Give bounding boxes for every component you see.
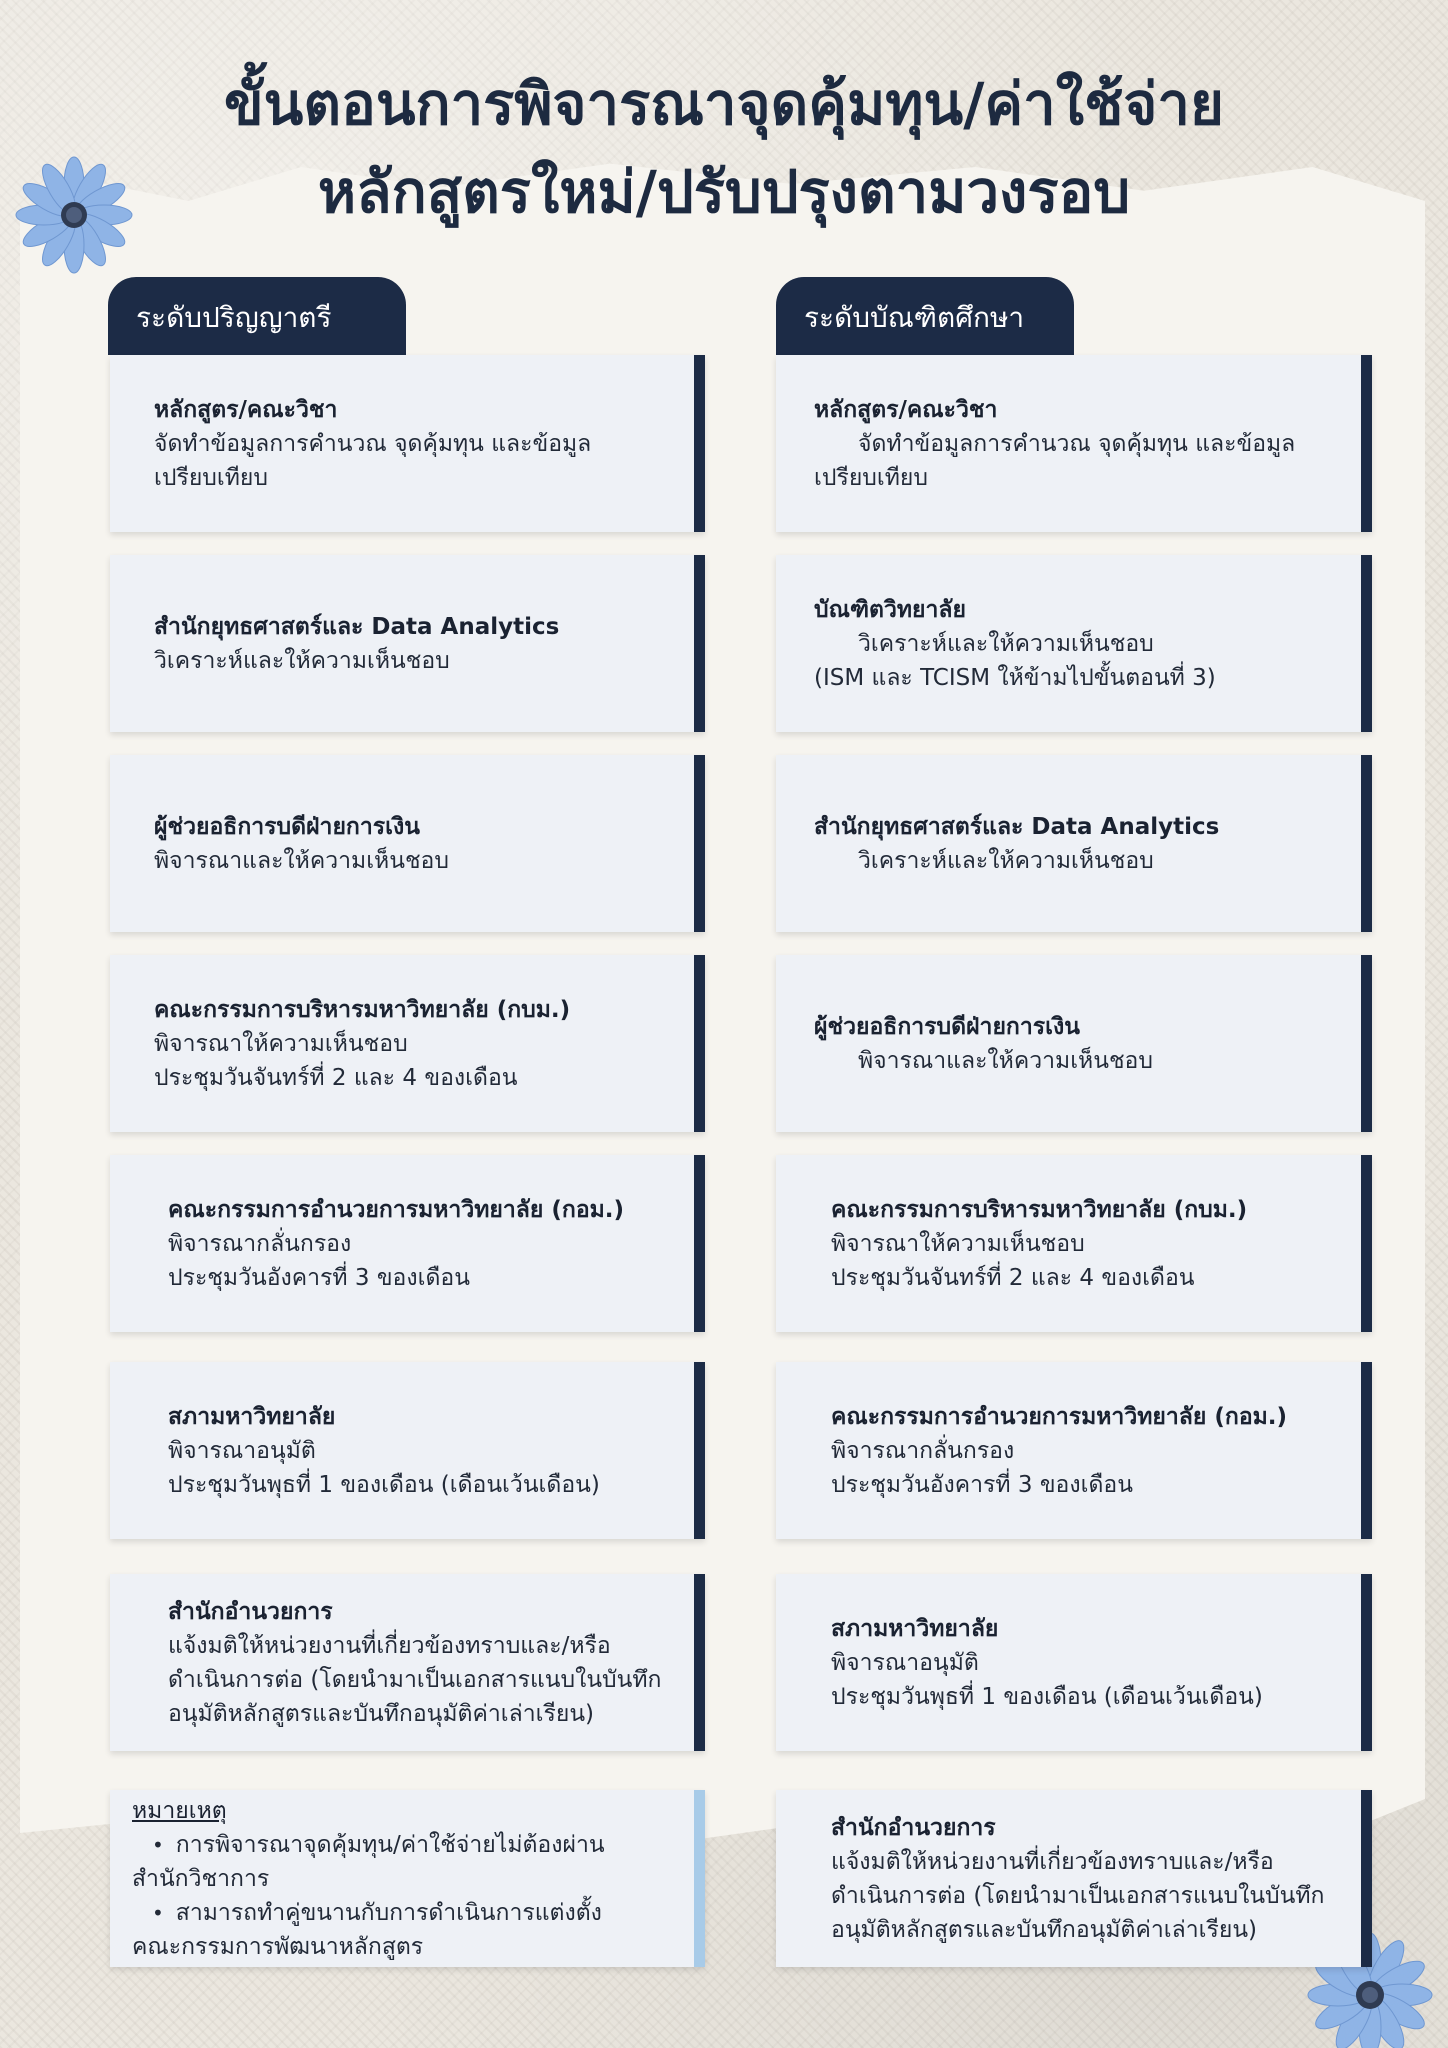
step-title: สำนักอำนวยการ xyxy=(168,1598,333,1625)
step-text: วิเคราะห์และให้ความเห็นชอบ xyxy=(858,847,1154,874)
step-title: คณะกรรมการอำนวยการมหาวิทยาลัย (กอม.) xyxy=(168,1196,625,1223)
step-text: จัดทำข้อมูลการคำนวณ จุดคุ้มทุน และข้อมูล xyxy=(154,430,592,457)
list-item xyxy=(132,1828,674,1896)
note-title: หมายเหตุ xyxy=(132,1797,227,1824)
step-card xyxy=(110,355,705,532)
step-text: พิจารณาอนุมัติ xyxy=(168,1437,316,1464)
note-card xyxy=(110,1790,705,1967)
step-text: พิจารณาให้ความเห็นชอบ xyxy=(831,1230,1085,1257)
page-title xyxy=(0,60,1448,236)
step-text: แจ้งมติให้หน่วยงานที่เกี่ยวข้องทราบและ/หรือ xyxy=(168,1632,611,1659)
note-text: • การพิจารณาจุดคุ้มทุน/ค่าใช้จ่ายไม่ต้องผ่าน xyxy=(132,1828,674,1862)
step-card xyxy=(110,755,705,932)
step-card xyxy=(110,1574,705,1751)
step-text: วิเคราะห์และให้ความเห็นชอบ xyxy=(858,630,1154,657)
step-card xyxy=(110,555,705,732)
step-title: สำนักยุทธศาสตร์และ Data Analytics xyxy=(154,613,560,640)
step-card xyxy=(776,1574,1372,1751)
step-text: ประชุมวันจันทร์ที่ 2 และ 4 ของเดือน xyxy=(154,1064,518,1091)
tab-undergraduate: ระดับปริญญาตรี xyxy=(108,277,406,355)
step-card xyxy=(110,955,705,1132)
step-title: ผู้ช่วยอธิการบดีฝ่ายการเงิน xyxy=(814,1013,1080,1040)
step-card xyxy=(776,955,1372,1132)
step-text: แจ้งมติให้หน่วยงานที่เกี่ยวข้องทราบและ/หรือ xyxy=(831,1848,1274,1875)
step-card xyxy=(110,1155,705,1332)
step-title: หลักสูตร/คณะวิชา xyxy=(154,396,338,423)
step-title: สำนักอำนวยการ xyxy=(831,1814,996,1841)
step-text: ประชุมวันพุธที่ 1 ของเดือน (เดือนเว้นเดือน) xyxy=(831,1683,1263,1710)
step-title: หลักสูตร/คณะวิชา xyxy=(814,396,998,423)
step-text: พิจารณาและให้ความเห็นชอบ xyxy=(858,1047,1153,1074)
step-text: ประชุมวันพุธที่ 1 ของเดือน (เดือนเว้นเดือน) xyxy=(168,1471,600,1498)
step-text: ดำเนินการต่อ (โดยนำมาเป็นเอกสารแนบในบันทึก xyxy=(168,1666,662,1693)
step-text: (ISM และ TCISM ให้ข้ามไปขั้นตอนที่ 3) xyxy=(814,664,1216,691)
step-text: เปรียบเทียบ xyxy=(814,464,928,491)
step-text: ดำเนินการต่อ (โดยนำมาเป็นเอกสารแนบในบันทึก xyxy=(831,1882,1325,1909)
step-title: บัณฑิตวิทยาลัย xyxy=(814,596,967,623)
step-title: คณะกรรมการอำนวยการมหาวิทยาลัย (กอม.) xyxy=(831,1403,1288,1430)
step-title: สภามหาวิทยาลัย xyxy=(831,1615,999,1642)
title-line-2: หลักสูตรใหม่/ปรับปรุงตามวงรอบ xyxy=(317,158,1131,226)
step-text: อนุมัติหลักสูตรและบันทึกอนุมัติค่าเล่าเรียน) xyxy=(168,1700,595,1727)
step-title: สภามหาวิทยาลัย xyxy=(168,1403,336,1430)
step-title: คณะกรรมการบริหารมหาวิทยาลัย (กบม.) xyxy=(831,1196,1248,1223)
step-text: พิจารณาและให้ความเห็นชอบ xyxy=(154,847,449,874)
step-card xyxy=(776,1155,1372,1332)
step-title: ผู้ช่วยอธิการบดีฝ่ายการเงิน xyxy=(154,813,420,840)
step-card xyxy=(776,355,1372,532)
step-text: พิจารณากลั่นกรอง xyxy=(168,1230,352,1257)
step-text: พิจารณาอนุมัติ xyxy=(831,1649,979,1676)
step-card xyxy=(776,755,1372,932)
step-title: คณะกรรมการบริหารมหาวิทยาลัย (กบม.) xyxy=(154,996,571,1023)
step-text: วิเคราะห์และให้ความเห็นชอบ xyxy=(154,647,450,674)
step-text: ประชุมวันจันทร์ที่ 2 และ 4 ของเดือน xyxy=(831,1264,1195,1291)
note-text: • สามารถทำคู่ขนานกับการดำเนินการแต่งตั้ง xyxy=(132,1896,674,1930)
title-line-1: ขั้นตอนการพิจารณาจุดคุ้มทุน/ค่าใช้จ่าย xyxy=(224,70,1224,138)
step-text: จัดทำข้อมูลการคำนวณ จุดคุ้มทุน และข้อมูล xyxy=(858,430,1296,457)
step-text: ประชุมวันอังคารที่ 3 ของเดือน xyxy=(168,1264,470,1291)
step-card xyxy=(776,555,1372,732)
list-item xyxy=(132,1896,674,1964)
step-text: เปรียบเทียบ xyxy=(154,464,268,491)
step-text: ประชุมวันอังคารที่ 3 ของเดือน xyxy=(831,1471,1133,1498)
note-list xyxy=(132,1828,674,1964)
step-text: อนุมัติหลักสูตรและบันทึกอนุมัติค่าเล่าเรียน) xyxy=(831,1916,1258,1943)
step-card xyxy=(776,1362,1372,1539)
step-text: พิจารณาให้ความเห็นชอบ xyxy=(154,1030,408,1057)
step-card xyxy=(110,1362,705,1539)
step-card xyxy=(776,1790,1372,1967)
tab-graduate: ระดับบัณฑิตศึกษา xyxy=(776,277,1074,355)
note-text: สำนักวิชาการ xyxy=(132,1865,270,1892)
step-text: พิจารณากลั่นกรอง xyxy=(831,1437,1015,1464)
note-text: คณะกรรมการพัฒนาหลักสูตร xyxy=(132,1933,424,1960)
step-title: สำนักยุทธศาสตร์และ Data Analytics xyxy=(814,813,1220,840)
